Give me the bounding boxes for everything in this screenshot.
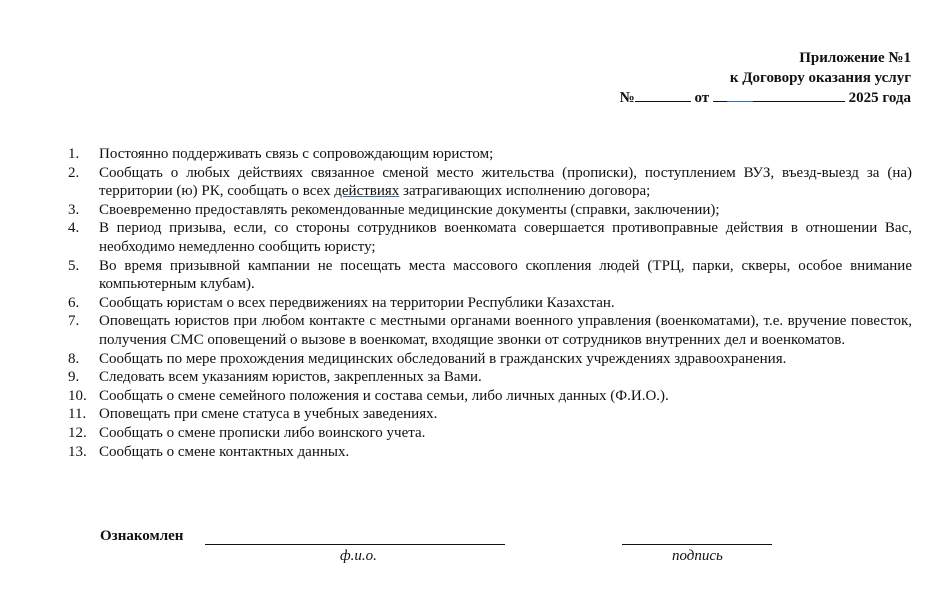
- name-caption: ф.и.о.: [340, 548, 377, 564]
- signature-line: [622, 544, 772, 545]
- list-item: 6. Сообщать юристам о всех передвижениях на территории Республики Казахстан.: [68, 294, 615, 311]
- list-item: 7. Оповещать юристов при любом контакте с местными органами военного управления (военкоматами), т.е. вручение повесток, получения СМС оповещений о вызове в военкомат, входящие звонки от сотрудников внутренних дел и военкоматов.: [68, 313, 912, 348]
- obligations-list: [68, 145, 912, 461]
- list-item: 5. Во время призывной кампании не посещать места массового скопления людей (ТРЦ, парки, скверы, особое внимание компьютерным клубам).: [68, 257, 912, 293]
- signature-caption: подпись: [672, 548, 723, 564]
- acknowledgement-block: [100, 528, 800, 578]
- number-blank: [635, 88, 691, 102]
- list-item: 12. Сообщать о смене прописки либо воинского учета.: [68, 424, 426, 441]
- underlined-word: действиях: [334, 183, 400, 200]
- contract-reference: к Договору оказания услуг: [729, 70, 911, 86]
- year-label: 2025 года: [848, 90, 911, 106]
- list-item: 8. Сообщать по мере прохождения медицинских обследований в гражданских учреждениях здравоохранения.: [68, 350, 787, 367]
- contract-number-line: [620, 88, 911, 108]
- number-label: №: [619, 90, 635, 106]
- from-label: от: [694, 90, 710, 106]
- list-item: 13. Сообщать о смене контактных данных.: [68, 443, 350, 460]
- acknowledged-label: Ознакомлен: [100, 528, 184, 544]
- list-item: 1. Постоянно поддерживать связь с сопровождающим юристом;: [68, 146, 494, 162]
- list-item: 10. Сообщать о смене семейного положения и состава семьи, либо личных данных (Ф.И.О.).: [68, 387, 669, 404]
- appendix-title: Приложение №1: [799, 50, 911, 66]
- list-item: 2. Сообщать о любых действиях связанное сменой место жительства (прописки), поступлением ВУЗ, въезд-выезд за (на) территории (ю) РК, сообщать о всех действиях затрагивающих исполнению договора;: [68, 164, 912, 200]
- list-item: 4. В период призыва, если, со стороны сотрудников военкомата совершается противоправные действия в отношении Вас, необходимо немедленно сообщить юристу;: [68, 220, 912, 255]
- date-blank-3: [753, 88, 845, 102]
- list-item: 9. Следовать всем указаниям юристов, закрепленных за Вами.: [68, 369, 482, 386]
- date-blank-1: [713, 88, 727, 102]
- appendix-header: [620, 48, 911, 108]
- date-blank-2: [727, 88, 753, 102]
- list-item: 3. Своевременно предоставлять рекомендованные медицинские документы (справки, заключении);: [68, 201, 720, 218]
- name-line: [205, 544, 505, 545]
- list-item: 11. Оповещать при смене статуса в учебных заведениях.: [68, 406, 438, 423]
